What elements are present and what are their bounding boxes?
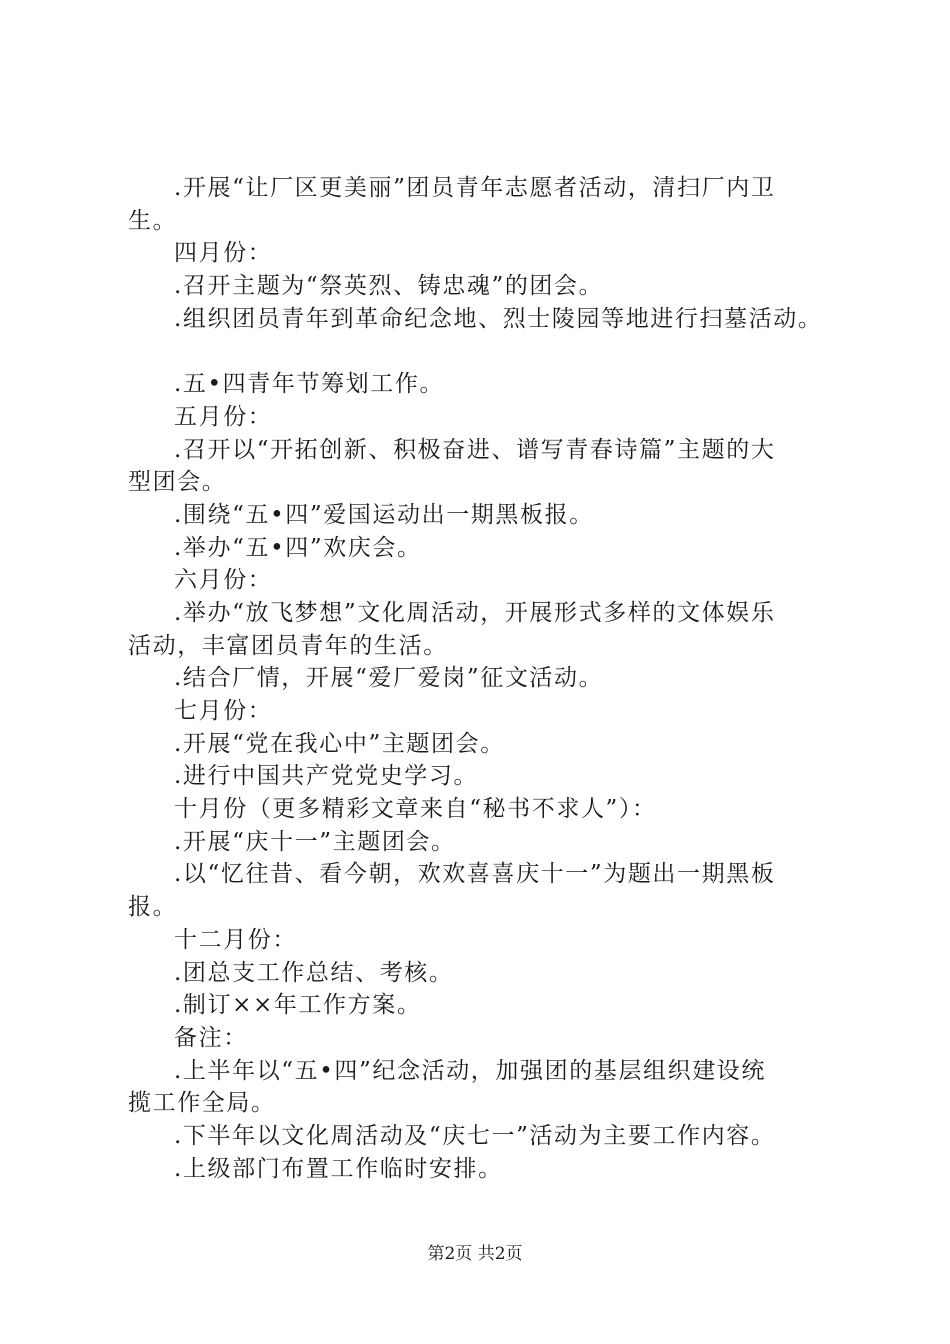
text-line: 五月份： (174, 403, 273, 430)
text-line: 备注： (174, 1024, 248, 1051)
text-line: .五•四青年节筹划工作。 (174, 371, 445, 398)
text-line: 七月份： (174, 698, 273, 724)
text-line: .进行中国共产党党史学习。 (174, 763, 479, 790)
text-line: 揽工作全局。 (128, 1090, 276, 1117)
text-line: 十二月份： (174, 926, 297, 953)
text-line: 六月份： (174, 567, 273, 594)
text-line: .上级部门布置工作临时安排。 (174, 1155, 503, 1182)
text-line: .制订××年工作方案。 (174, 992, 422, 1019)
text-line: 四月份： (174, 240, 273, 267)
text-line: .以“忆往昔、看今朝，欢欢喜喜庆十一”为题出一期黑板 (174, 861, 776, 888)
text-line: .召开以“开拓创新、积极奋进、谱写青春诗篇”主题的大 (174, 436, 776, 463)
text-line: 报。 (128, 894, 178, 921)
text-line: .举办“五•四”欢庆会。 (174, 534, 422, 561)
text-line: .开展“党在我心中”主题团会。 (174, 730, 505, 757)
text-line: 活动，丰富团员青年的生活。 (128, 632, 448, 659)
document-body (128, 172, 838, 1185)
text-line: .开展“庆十一”主题团会。 (174, 828, 456, 855)
page-footer: 第2页 共2页 (427, 1244, 523, 1264)
text-line: .结合厂情，开展“爱厂爱岗”征文活动。 (174, 665, 604, 692)
text-line: .上半年以“五•四”纪念活动，加强团的基层组织建设统 (174, 1057, 766, 1084)
text-line: .下半年以文化周活动及“庆七一”活动为主要工作内容。 (174, 1122, 776, 1149)
text-line: .举办“放飞梦想”文化周活动，开展形式多样的文体娱乐 (174, 599, 776, 626)
text-line: .团总支工作总结、考核。 (174, 959, 454, 986)
blank-line (128, 335, 838, 368)
text-line: 生。 (128, 207, 178, 234)
text-line: .开展“让厂区更美丽”团员青年志愿者活动，清扫厂内卫 (174, 175, 776, 201)
text-line: 型团会。 (128, 469, 227, 496)
text-line: 十月份（更多精彩文章来自“秘书不求人”）： (174, 796, 657, 823)
text-line: .组织团员青年到革命纪念地、烈士陵园等地进行扫墓活动。 (174, 305, 823, 332)
text-line: .召开主题为“祭英烈、铸忠魂”的团会。 (174, 273, 604, 300)
text-line: .围绕“五•四”爱国运动出一期黑板报。 (174, 501, 594, 528)
